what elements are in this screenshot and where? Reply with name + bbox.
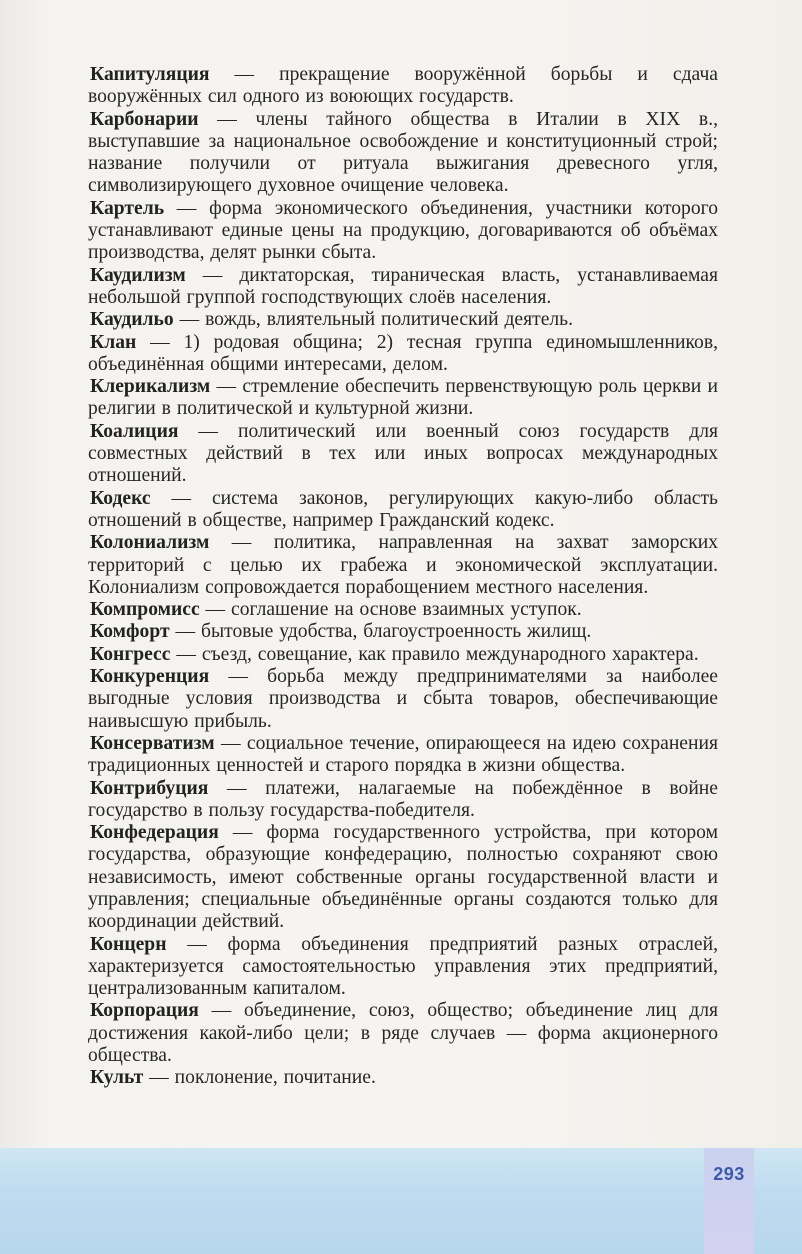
entry-term: Конкуренция	[90, 666, 210, 688]
entry-definition: — соглашение на основе взаимных уступок.	[199, 599, 582, 621]
glossary-entry	[88, 332, 718, 377]
glossary-entry	[88, 778, 718, 823]
entry-definition: — поклонение, почитание.	[143, 1067, 376, 1089]
page-number: 293	[713, 1164, 745, 1184]
entry-definition: — 1) родовая община; 2) тесная группа единомышленников, объединённая общими интересами, делом.	[88, 331, 718, 375]
entry-definition: — диктаторская, тираническая власть, устанавливаемая небольшой группой господствующих слоёв населения.	[88, 264, 718, 308]
entry-definition: — форма экономического объединения, участники которого устанавливают единые цены на продукцию, договариваются об объёмах производства, делят рынки сбыта.	[88, 197, 718, 264]
entry-term: Каудильо	[90, 309, 174, 331]
entry-term: Капитуляция	[90, 64, 210, 85]
entry-term: Конфедерация	[90, 822, 219, 844]
entry-term: Корпорация	[90, 1000, 199, 1022]
entry-term: Колониализм	[90, 532, 210, 554]
entry-term: Каудилизм	[90, 264, 186, 286]
entry-term: Контрибуция	[90, 777, 209, 799]
entry-definition: — платежи, налагаемые на побеждённое в войне государство в пользу государства-победителя.	[88, 777, 718, 821]
entry-definition: — стремление обеспечить первенствующую роль церкви и религии в политической и культурной жизни.	[88, 376, 718, 420]
entry-term: Культ	[90, 1067, 144, 1089]
entry-definition: — социальное течение, опирающееся на идею сохранения традиционных ценностей и старого порядка в жизни общества.	[88, 732, 718, 777]
glossary-entry	[88, 666, 718, 733]
entry-term: Комфорт	[90, 621, 170, 643]
entry-term: Концерн	[90, 933, 167, 955]
glossary-entry	[88, 621, 718, 643]
entry-definition: — форма объединения предприятий разных отраслей, характеризуется самостоятельностью управления этих предприятий, централизованным капиталом.	[88, 933, 718, 1000]
glossary-entry	[88, 1000, 718, 1067]
entry-term: Картель	[90, 197, 165, 219]
glossary-entry	[88, 265, 718, 310]
entry-definition: — съезд, совещание, как правило международного характера.	[170, 643, 699, 665]
entry-definition: — система законов, регулирующих какую-либо область отношений в обществе, например Гражданский кодекс.	[88, 487, 718, 531]
glossary-entry	[88, 733, 718, 778]
glossary-entry	[88, 421, 718, 488]
glossary-entry	[88, 599, 718, 621]
glossary-entry	[88, 376, 718, 421]
entry-term: Кодекс	[90, 487, 151, 509]
entry-term: Консерватизм	[90, 732, 215, 754]
entry-definition: — политика, направленная на захват заморских территорий с целью их грабежа и экономической эксплуатации. Колониализм сопровождается порабощением местного населения.	[88, 532, 718, 598]
glossary-entry	[88, 934, 718, 1001]
glossary-entry	[88, 1067, 718, 1089]
entry-definition: — политический или военный союз государств для совместных действий в тех или иных вопросах международных отношений.	[88, 420, 718, 487]
entry-term: Карбонарии	[90, 108, 199, 130]
entry-term: Компромисс	[90, 599, 200, 621]
glossary-entry	[88, 644, 718, 666]
entry-term: Клан	[90, 331, 137, 353]
glossary-entry	[88, 64, 718, 109]
entry-definition: — члены тайного общества в Италии в XIX в., выступавшие за национальное освобождение и конституционный строй; название получили от ритуала выжигания древесного угля, символизирующего духовное очищение человека.	[88, 108, 718, 197]
entry-term: Конгресс	[90, 643, 171, 665]
entry-definition: — борьба между предпринимателями за наиболее выгодные условия производства и сбыта товаров, обеспечивающие наивысшую прибыль.	[88, 666, 718, 732]
footer-band	[0, 1148, 802, 1254]
entry-term: Коалиция	[90, 420, 179, 442]
entry-definition: — бытовые удобства, благоустроенность жилищ.	[169, 621, 592, 643]
glossary-entry	[88, 532, 718, 599]
entry-definition: — вождь, влиятельный политический деятель.	[173, 309, 574, 331]
entry-term: Клерикализм	[90, 376, 211, 398]
entry-definition: — объединение, союз, общество; объединение лиц для достижения какой-либо цели; в ряде случаев — форма акционерного общества.	[88, 1000, 718, 1067]
entry-definition: — прекращение вооружённой борьбы и сдача вооружённых сил одного из воюющих государств.	[88, 64, 718, 108]
glossary-list	[88, 64, 718, 1090]
glossary-entry	[88, 109, 718, 198]
glossary-entry	[88, 488, 718, 533]
entry-definition: — форма государственного устройства, при котором государства, образующие конфедерацию, полностью сохраняют свою независимость, имеют собственные органы государственной власти и управления; специальные объединённые органы создаются только для координации действий.	[88, 822, 718, 933]
glossary-entry	[88, 822, 718, 933]
glossary-entry	[88, 309, 718, 331]
glossary-entry	[88, 198, 718, 265]
